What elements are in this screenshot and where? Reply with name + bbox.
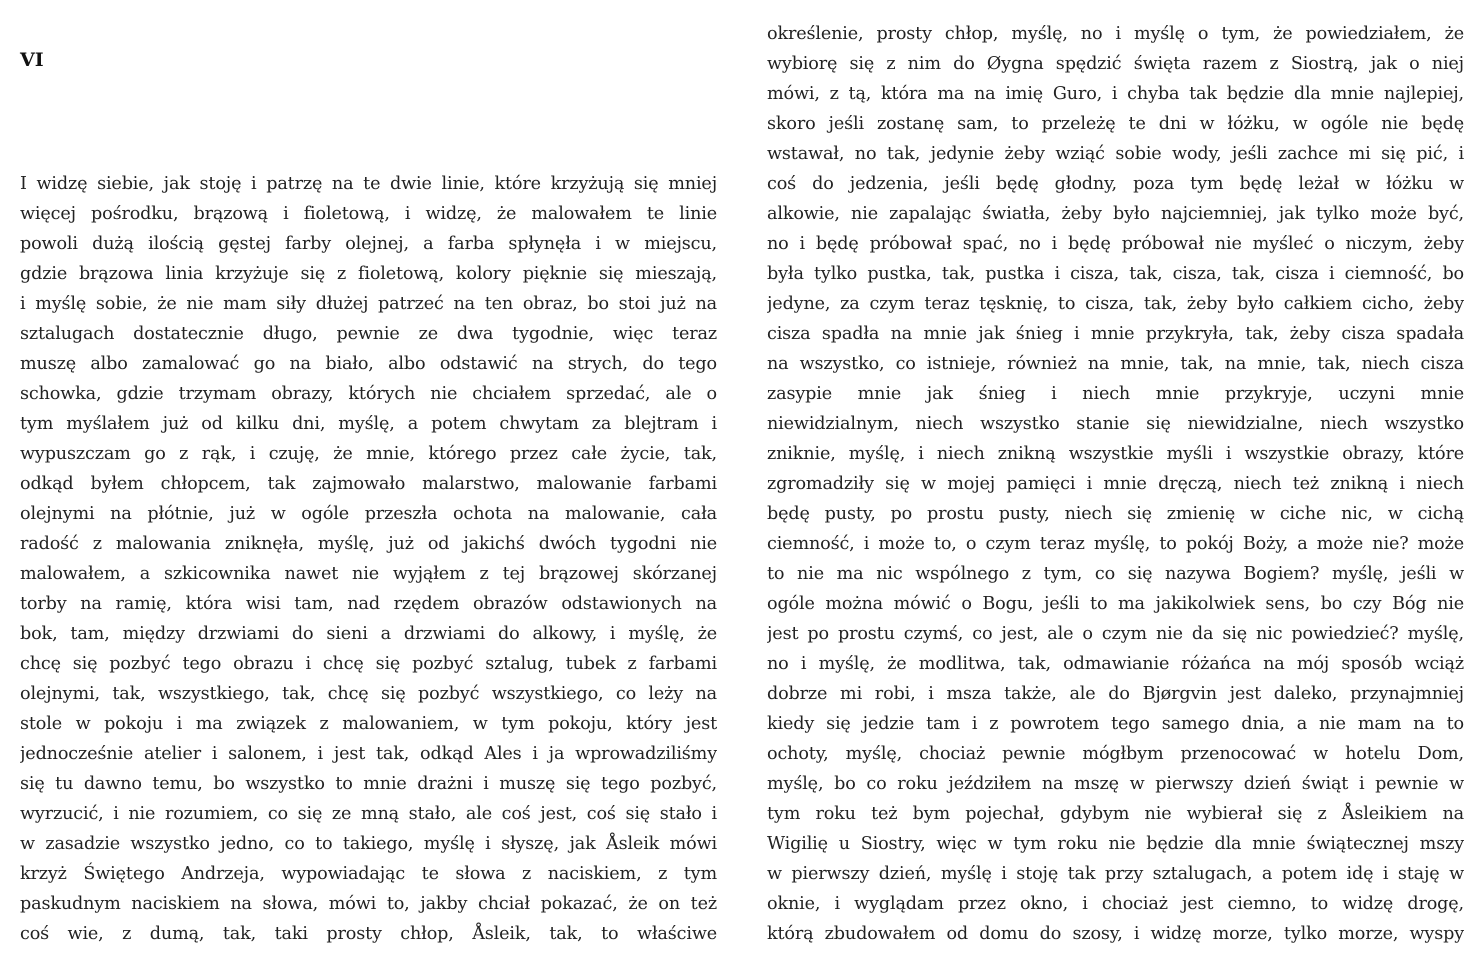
text-line: malowałem, a szkicownika nawet nie wyjąłem z tej brązowej skórzanej xyxy=(20,564,717,584)
text-line: skoro jeśli zostanę sam, to przeleżę te dni w łóżku, w ogóle nie będę xyxy=(767,114,1464,134)
text-line: wypuszczam go z rąk, i czuję, że mnie, którego przez całe życie, tak, xyxy=(20,444,717,464)
right-page-column xyxy=(767,19,1464,949)
text-line: sztalugach dostatecznie długo, pewnie ze dwa tygodnie, więc teraz xyxy=(20,324,717,344)
text-line: ochoty, myślę, chociaż pewnie mógłbym przenocować w hotelu Dom, xyxy=(767,744,1464,764)
text-line: alkowie, nie zapalając światła, żeby było najciemniej, jak tylko może być, xyxy=(767,204,1464,224)
text-line: coś wie, z dumą, tak, taki prosty chłop, Åsleik, tak, to właściwe xyxy=(20,924,717,944)
text-line: się tu dawno temu, bo wszystko to mnie drażni i muszę się tego pozbyć, xyxy=(20,774,717,794)
text-line: olejnymi, tak, wszystkiego, tak, chcę się pozbyć wszystkiego, co leży na xyxy=(20,684,717,704)
text-line: gdzie brązowa linia krzyżuje się z fioletową, kolory pięknie się mieszają, xyxy=(20,264,717,284)
text-line: tym myślałem już od kilku dni, myślę, a potem chwytam za blejtram i xyxy=(20,414,717,434)
text-line: torby na ramię, która wisi tam, nad rzędem obrazów odstawionych na xyxy=(20,594,717,614)
text-line: wybiorę się z nim do Øygna spędzić święta razem z Siostrą, jak o niej xyxy=(767,54,1464,74)
text-line: była tylko pustka, tak, pustka i cisza, tak, cisza, tak, cisza i ciemność, bo xyxy=(767,264,1464,284)
text-line: radość z malowania zniknęła, myślę, już od jakichś dwóch tygodni nie xyxy=(20,534,717,554)
text-line: zgromadziły się w mojej pamięci i mnie dręczą, niech też znikną i niech xyxy=(767,474,1464,494)
text-line: powoli dużą ilością gęstej farby olejnej, a farba spłynęła i w miejscu, xyxy=(20,234,717,254)
text-line: paskudnym naciskiem na słowa, mówi to, jakby chciał pokazać, że on też xyxy=(20,894,717,914)
text-line: schowka, gdzie trzymam obrazy, których nie chciałem sprzedać, ale o xyxy=(20,384,717,404)
text-line: coś do jedzenia, jeśli będę głodny, poza tym będę leżał w łóżku w xyxy=(767,174,1464,194)
text-line: dobrze mi robi, i msza także, ale do Bjørgvin jest daleko, przynajmniej xyxy=(767,684,1464,704)
text-line: bok, tam, między drzwiami do sieni a drzwiami do alkowy, i myślę, że xyxy=(20,624,717,644)
text-line: mówi, z tą, która ma na imię Guro, i chyba tak będzie dla mnie najlepiej, xyxy=(767,84,1464,104)
text-line: chcę się pozbyć tego obrazu i chcę się pozbyć sztalug, tubek z farbami xyxy=(20,654,717,674)
right-paragraph xyxy=(767,19,1464,949)
text-line: ogóle można mówić o Bogu, jeśli to ma jakikolwiek sens, bo czy Bóg nie xyxy=(767,594,1464,614)
text-line: będę pusty, po prostu pusty, niech się zmienię w ciche nic, w cichą xyxy=(767,504,1464,524)
text-line: którą zbudowałem od domu do szosy, i widzę morze, tylko morze, wyspy xyxy=(767,924,1464,944)
text-line: w pierwszy dzień, myślę i stoję tak przy sztalugach, a potem idę i staję w xyxy=(767,864,1464,884)
text-line: w zasadzie wszystko jedno, co to takiego, myślę i słyszę, jak Åsleik mówi xyxy=(20,834,717,854)
text-line: I widzę siebie, jak stoję i patrzę na te dwie linie, które krzyżują się mniej xyxy=(20,174,717,194)
text-line: to nie ma nic wspólnego z tym, co się nazywa Bogiem? myślę, jeśli w xyxy=(767,564,1464,584)
text-line: jest po prostu czymś, co jest, ale o czym nie da się nic powiedzieć? myślę, xyxy=(767,624,1464,644)
text-line: ciemność, i może to, o czym teraz myślę, to pokój Boży, a może nie? może xyxy=(767,534,1464,554)
text-line: no i będę próbował spać, no i będę próbował nie myśleć o niczym, żeby xyxy=(767,234,1464,254)
text-line: wstawał, no tak, jedynie żeby wziąć sobie wody, jeśli zachce mi się pić, i xyxy=(767,144,1464,164)
text-line: i myślę sobie, że nie mam siły dłużej patrzeć na ten obraz, bo stoi już na xyxy=(20,294,717,314)
text-line: więcej pośrodku, brązową i fioletową, i widzę, że malowałem te linie xyxy=(20,204,717,224)
text-line: określenie, prosty chłop, myślę, no i myślę o tym, że powiedziałem, że xyxy=(767,24,1464,44)
text-line: niewidzialnym, niech wszystko stanie się niewidzialne, niech wszystko xyxy=(767,414,1464,434)
text-line: oknie, i wyglądam przez okno, i chociaż jest ciemno, to widzę drogę, xyxy=(767,894,1464,914)
text-line: wyrzucić, i nie rozumiem, co się ze mną stało, ale coś jest, coś się stało i xyxy=(20,804,717,824)
text-line: jedyne, za czym teraz tęsknię, to cisza, tak, żeby było całkiem cicho, żeby xyxy=(767,294,1464,314)
text-line: jednocześnie atelier i salonem, i jest tak, odkąd Ales i ja wprowadziliśmy xyxy=(20,744,717,764)
text-line: muszę albo zamalować go na biało, albo odstawić na strych, do tego xyxy=(20,354,717,374)
text-line: odkąd byłem chłopcem, tak zajmowało malarstwo, malowanie farbami xyxy=(20,474,717,494)
text-line: Wigilię u Siostry, więc w tym roku nie będzie dla mnie świątecznej mszy xyxy=(767,834,1464,854)
text-line: na wszystko, co istnieje, również na mnie, tak, na mnie, tak, niech cisza xyxy=(767,354,1464,374)
text-line: zasypie mnie jak śnieg i niech mnie przykryje, uczyni mnie xyxy=(767,384,1464,404)
text-line: myślę, bo co roku jeździłem na mszę w pierwszy dzień świąt i pewnie w xyxy=(767,774,1464,794)
text-line: stole w pokoju i ma związek z malowaniem, w tym pokoju, który jest xyxy=(20,714,717,734)
left-paragraph xyxy=(20,169,717,949)
text-line: olejnymi na płótnie, już w ogóle przeszła ochota na malowanie, cała xyxy=(20,504,717,524)
text-line: kiedy się jedzie tam i z powrotem tego samego dnia, a nie mam na to xyxy=(767,714,1464,734)
text-line: krzyż Świętego Andrzeja, wypowiadając te słowa z naciskiem, z tym xyxy=(20,864,717,884)
chapter-heading: VI xyxy=(20,49,44,71)
text-line: cisza spadła na mnie jak śnieg i mnie przykryła, tak, żeby cisza spadała xyxy=(767,324,1464,344)
text-line: zniknie, myślę, i niech znikną wszystkie myśli i wszystkie obrazy, które xyxy=(767,444,1464,464)
text-line: tym roku też bym pojechał, gdybym nie wybierał się z Åsleikiem na xyxy=(767,804,1464,824)
text-line: no i myślę, że modlitwa, tak, odmawianie różańca na mój sposób wciąż xyxy=(767,654,1464,674)
